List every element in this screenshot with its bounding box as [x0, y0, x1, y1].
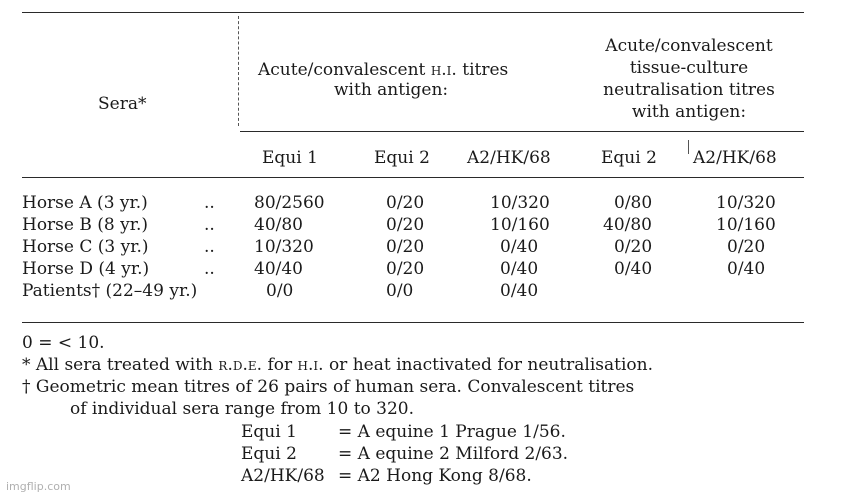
cell-equi1-hi: 10/320 [254, 237, 314, 257]
footnote-star-pre: * All sera treated with [22, 355, 219, 375]
row-dots: .. [204, 259, 215, 279]
cell-equi2-hi: 0/20 [386, 193, 425, 213]
row-dots: .. [204, 193, 215, 213]
cell-a2hk68-hi: 10/320 [490, 193, 550, 213]
definition-term: Equi 1 [241, 422, 297, 442]
row-label: Horse D (4 yr.) [22, 259, 150, 279]
column-header-rule [22, 177, 804, 178]
cell-equi1-hi: 40/40 [254, 259, 303, 279]
row-label: Patients† (22–49 yr.) [22, 281, 198, 301]
group1-header-post: titres [456, 60, 509, 80]
row-label: Horse A (3 yr.) [22, 193, 148, 213]
cell-equi2-nt: 40/80 [603, 215, 652, 235]
definition-term: Equi 2 [241, 444, 297, 464]
col-header-a2hk68-hi: A2/HK/68 [467, 148, 551, 168]
footnote-star-mid: for [262, 355, 298, 375]
cell-a2hk68-hi: 0/40 [500, 281, 539, 301]
footnote-dagger-line1: † Geometric mean titres of 26 pairs of human sera. Convalescent titres [22, 377, 635, 397]
group2-header-line4: with antigen: [631, 102, 747, 122]
cell-a2hk68-hi: 10/160 [490, 215, 550, 235]
group2-header-line2: tissue-culture [629, 58, 749, 78]
stub-separator [238, 16, 239, 126]
row-label: Horse C (3 yr.) [22, 237, 149, 257]
row-dots: .. [204, 237, 215, 257]
col-header-equi1-hi: Equi 1 [262, 148, 318, 168]
cell-equi2-nt: 0/40 [614, 259, 653, 279]
row-label: Horse B (8 yr.) [22, 215, 149, 235]
group2-header-line3: neutralisation titres [603, 80, 775, 100]
cell-equi2-hi: 0/20 [386, 215, 425, 235]
top-rule [22, 12, 804, 13]
cell-a2hk68-hi: 0/40 [500, 259, 539, 279]
col-header-equi2-nt: Equi 2 [601, 148, 657, 168]
row-dots: .. [204, 215, 215, 235]
definition-text: = A equine 1 Prague 1/56. [338, 422, 566, 442]
footnote-star-hi: h.i. [297, 355, 324, 375]
cell-equi2-nt: 0/20 [614, 237, 653, 257]
col-header-equi2-hi: Equi 2 [374, 148, 430, 168]
cell-a2hk68-nt: 0/40 [727, 259, 766, 279]
cell-equi2-hi: 0/20 [386, 237, 425, 257]
group1-header-pre: Acute/convalescent [258, 60, 431, 80]
imgflip-watermark: imgflip.com [6, 480, 71, 493]
footnote-star [22, 355, 653, 375]
cell-a2hk68-nt: 0/20 [727, 237, 766, 257]
cell-equi1-hi: 40/80 [254, 215, 303, 235]
definition-term: A2/HK/68 [241, 466, 325, 486]
cell-a2hk68-hi: 0/40 [500, 237, 539, 257]
cell-equi2-hi: 0/0 [386, 281, 414, 301]
group1-header-line1 [258, 60, 508, 80]
cell-equi1-hi: 80/2560 [254, 193, 325, 213]
cell-a2hk68-nt: 10/320 [716, 193, 776, 213]
footnote-dagger-line2: of individual sera range from 10 to 320. [70, 399, 415, 419]
definition-text: = A equine 2 Milford 2/63. [338, 444, 569, 464]
stub-header: Sera* [98, 94, 147, 114]
cell-equi1-hi: 0/0 [266, 281, 294, 301]
definition-text: = A2 Hong Kong 8/68. [338, 466, 532, 486]
col-header-a2hk68-nt: A2/HK/68 [693, 148, 777, 168]
group1-header-hi: h.i. [430, 60, 457, 80]
cell-equi2-nt: 0/80 [614, 193, 653, 213]
cell-equi2-hi: 0/20 [386, 259, 425, 279]
footnote-star-post: or heat inactivated for neutralisation. [323, 355, 654, 375]
col-tick [688, 140, 689, 154]
bottom-rule [22, 322, 804, 323]
group1-header-line2: with antigen: [334, 80, 449, 100]
group2-header-line1: Acute/convalescent [605, 36, 773, 56]
header-mid-rule [240, 131, 804, 132]
footnote-star-rde: r.d.e. [218, 355, 263, 375]
footnote-zero: 0 = < 10. [22, 333, 105, 353]
cell-a2hk68-nt: 10/160 [716, 215, 776, 235]
